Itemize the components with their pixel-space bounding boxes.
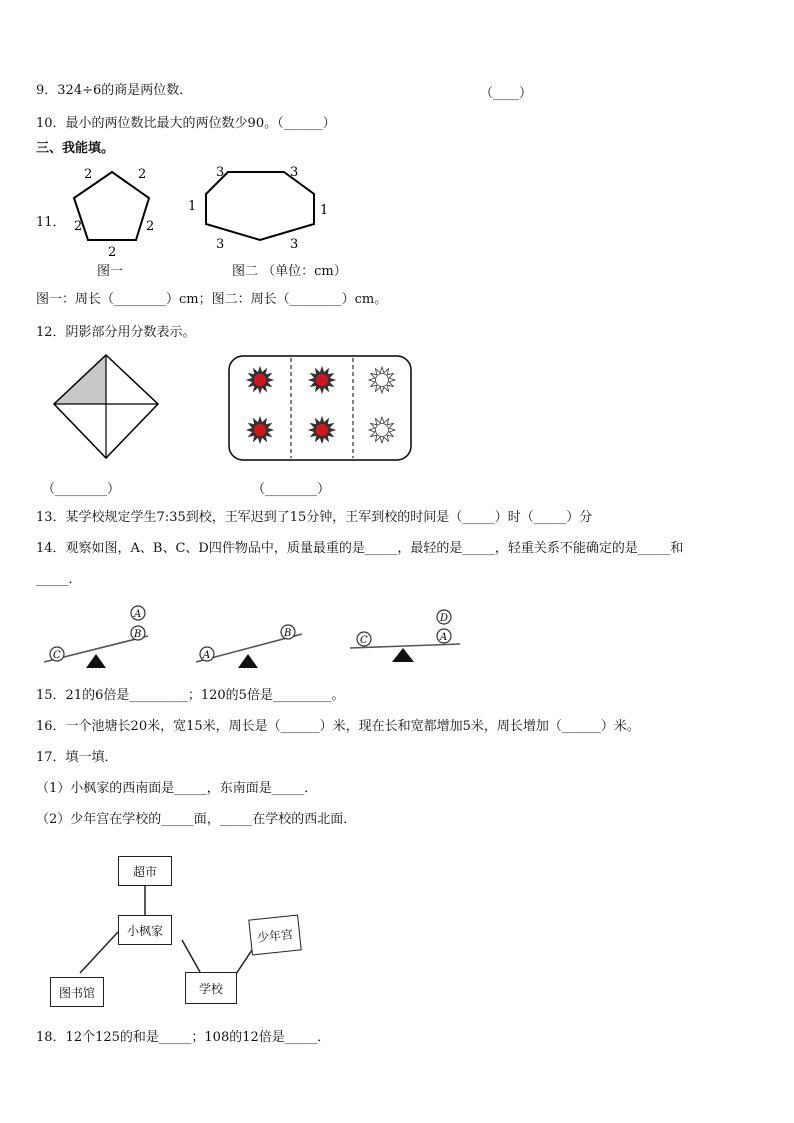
- hexagon-long-label: 3: [290, 165, 299, 180]
- sun-core: [316, 424, 329, 437]
- map-node-school: 学校: [185, 972, 237, 1004]
- sun-box-figure: [226, 354, 414, 462]
- question-9-answer-blank: （____）: [480, 86, 533, 101]
- section-heading: 三、我能填。: [36, 141, 115, 156]
- item-a-label: A: [134, 609, 142, 620]
- pentagon-side-label: 2: [138, 167, 147, 182]
- item-c-label: C: [360, 635, 368, 646]
- item-d-label: D: [440, 613, 449, 624]
- white-sun-icon: [369, 417, 395, 443]
- sun-core: [316, 374, 329, 387]
- hexagon-long-label: 3: [290, 237, 299, 252]
- white-sun-icon: [369, 367, 395, 393]
- pentagon-shape: [74, 172, 149, 240]
- map-node-supermarket: 超市: [118, 856, 172, 886]
- connector-line: [182, 940, 200, 972]
- question-10: 10．最小的两位数比最大的两位数少90。（______）: [36, 116, 336, 131]
- question-14-line-1: 14．观察如图，A、B、C、D四件物品中，质量最重的是_____，最轻的是_____，轻重关系不能确定的是_____和: [36, 541, 684, 556]
- pentagon-side-label: 2: [84, 167, 93, 182]
- scale-1-fulcrum: [86, 654, 106, 668]
- item-b-label: B: [284, 628, 292, 639]
- hexagon-short-label: 1: [188, 199, 197, 214]
- question-17-part-2: （2）少年宫在学校的_____面，_____在学校的西北面．: [36, 812, 357, 827]
- diamond-figure: [50, 352, 162, 464]
- hexagon-long-label: 3: [216, 237, 225, 252]
- balance-scales-figure: [40, 600, 480, 675]
- figure-2-caption: 图二 （单位：cm）: [232, 264, 347, 279]
- question-11-label: 11．: [36, 215, 66, 230]
- red-sun-icon: [309, 367, 335, 393]
- question-12-blank-1: （________）: [42, 482, 121, 497]
- red-sun-icon: [247, 367, 273, 393]
- pentagon-figure: [60, 158, 180, 268]
- hexagon-short-label: 1: [320, 203, 329, 218]
- red-sun-icon: [309, 417, 335, 443]
- pentagon-side-label: 2: [74, 219, 83, 234]
- red-sun-icon: [247, 417, 273, 443]
- pentagon-side-label: 2: [108, 245, 117, 260]
- question-12-blank-2: （________）: [252, 482, 331, 497]
- question-15: 15．21的6倍是_________；120的5倍是_________。: [36, 688, 345, 703]
- item-a-label: A: [440, 632, 448, 643]
- question-13: 13．某学校规定学生7:35到校，王军迟到了15分钟，王军到校的时间是（_____）时（_____）分: [36, 510, 593, 525]
- sun-core: [254, 374, 267, 387]
- hexagon-shape: [206, 172, 314, 240]
- question-17: 17．填一填．: [36, 750, 118, 765]
- item-c-label: C: [53, 650, 61, 661]
- sun-core: [376, 424, 389, 437]
- question-12: 12．阴影部分用分数表示。: [36, 325, 196, 340]
- scale-3-fulcrum: [392, 648, 414, 662]
- connector-line: [80, 932, 118, 973]
- hexagon-long-label: 3: [216, 165, 225, 180]
- scale-2-fulcrum: [238, 654, 258, 668]
- sun-core: [254, 424, 267, 437]
- question-17-part-1: （1）小枫家的西南面是_____，东南面是_____．: [36, 781, 318, 796]
- question-9: 9．324÷6的商是两位数．: [36, 83, 193, 98]
- question-16: 16．一个池塘长20米，宽15米，周长是（______）米，现在长和宽都增加5米，周长增加（______）米。: [36, 719, 640, 734]
- item-a-label: A: [203, 650, 211, 661]
- hexagon-figure: [180, 160, 340, 255]
- question-18: 18．12个125的和是_____；108的12倍是_____．: [36, 1030, 331, 1045]
- figure-1-caption: 图一: [97, 264, 124, 279]
- sun-core: [376, 374, 389, 387]
- pentagon-side-label: 2: [146, 219, 155, 234]
- item-b-label: B: [134, 629, 142, 640]
- map-node-home: 小枫家: [118, 915, 172, 945]
- map-node-library: 图书馆: [50, 977, 104, 1007]
- map-node-youth-palace: 少年宫: [248, 914, 301, 955]
- question-11-text: 图一：周长（________）cm；图二：周长（________）cm。: [36, 292, 388, 307]
- question-14-line-2: _____．: [36, 572, 82, 587]
